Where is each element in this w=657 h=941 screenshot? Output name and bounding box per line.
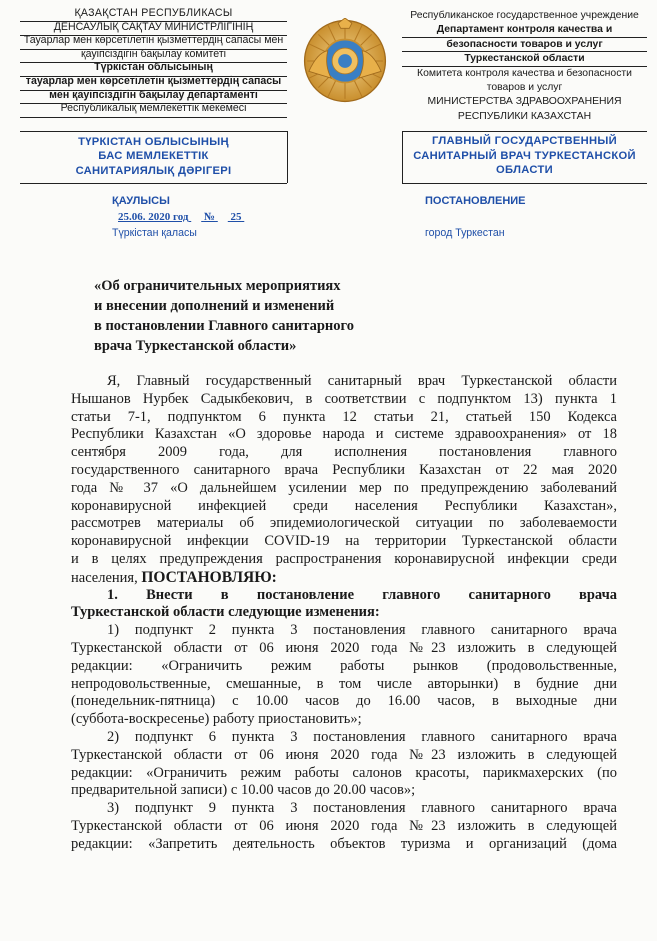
body-line: Республики Казахстан «О здоровье народа и системе здравоохранения» от 18 <box>71 426 617 443</box>
header-left-line: Түркістан облысының <box>94 61 213 74</box>
header-left-divider <box>20 131 287 132</box>
decree-date: 25.06. 2020 год <box>118 211 189 223</box>
header-left-underline <box>20 103 287 104</box>
header-right-divider <box>402 131 647 132</box>
body-line: статьи 7-1, подпунктом 6 пункта 12 статьи 21, статьей 150 Кодекса <box>71 408 617 425</box>
item-1-heading-cont: Туркестанской области следующие изменения: <box>71 604 380 621</box>
decree-number-sign: № <box>203 211 216 223</box>
left-box-border <box>287 131 288 183</box>
header-left-underline <box>20 90 287 91</box>
decree-date-row <box>118 211 258 223</box>
body-line: сентября 2009 года, для исполнения постановления главного <box>71 444 617 461</box>
decree-title-line: в постановлении Главного санитарного <box>94 318 354 334</box>
subitem-2-line: Туркестанской области от 06 июня 2020 года №23 изложить в следующей <box>71 746 617 763</box>
official-title-ru-line: САНИТАРНЫЙ ВРАЧ ТУРКЕСТАНСКОЙ <box>413 149 636 162</box>
body-line: Я, Главный государственный санитарный врач Туркестанской области <box>107 373 617 389</box>
item-1-heading: 1. Внести в постановление главного санитарного врача <box>107 586 617 603</box>
subitem-3-line: редакции: «Запретить деятельность объектов туризма и организаций (дома <box>71 835 617 852</box>
decree-label-kz: ҚАУЛЫСЫ <box>112 195 170 207</box>
official-title-kz-line: САНИТАРИЯЛЫҚ ДӘРІГЕРІ <box>75 164 232 177</box>
body-line: коронавирусной инфекцией среди населения Республики Казахстан», <box>71 497 617 514</box>
body-line: государственного санитарного врача Республики Казахстан от 22 мая 2020 <box>71 461 617 478</box>
body-line: и в целях предупреждения распространения коронавирусной инфекции среди <box>71 550 617 567</box>
header-right-line: безопасности товаров и услуг <box>446 38 603 50</box>
header-right-line: Комитета контроля качества и безопасности <box>417 67 632 79</box>
header-right-line: товаров и услуг <box>486 82 563 94</box>
decree-title-line: «Об ограничительных мероприятиях <box>94 278 341 294</box>
header-right-underline <box>402 37 647 38</box>
header-left-underline <box>20 76 287 77</box>
body-line: Нышанов Нурбек Садыкбекович, в соответствии с подпунктом 13) пункта 1 <box>71 390 617 407</box>
subitem-1-line: непродовольственные, смешанные, в том числе авторынки) в будние дни <box>71 675 617 692</box>
header-left-underline <box>20 117 287 118</box>
right-box-bottom <box>402 183 647 184</box>
city-ru: город Туркестан <box>425 227 505 239</box>
decree-title-line: и внесении дополнений и изменений <box>94 298 335 314</box>
resolve-keyword: ПОСТАНОВЛЯЮ: <box>141 568 277 586</box>
header-right-underline <box>402 66 647 67</box>
subitem-2-line: предварительной записи) с 10.00 часов до 20.00 часов»; <box>71 782 416 799</box>
official-title-ru-line: ГЛАВНЫЙ ГОСУДАРСТВЕННЫЙ <box>432 135 617 147</box>
header-right-line: Департамент контроля качества и <box>436 24 613 36</box>
official-title-kz-line: БАС МЕМЛЕКЕТТІК <box>98 150 209 163</box>
official-title-kz <box>20 135 287 178</box>
official-title-ru <box>402 134 647 178</box>
header-left-line: қауіпсіздігін бақылау комитеті <box>80 47 227 60</box>
header-left-line: Республикалық мемлекеттік мекемесі <box>60 102 247 115</box>
header-right-line: МИНИСТЕРСТВА ЗДРАВООХРАНЕНИЯ <box>427 96 622 108</box>
header-left-line: ҚАЗАҚСТАН РЕСПУБЛИКАСЫ <box>74 7 233 19</box>
header-left-underline <box>20 21 287 22</box>
header-left-underline <box>20 49 287 50</box>
header-left-line: ДЕНСАУЛЫҚ САҚТАУ МИНИСТРЛІГІНІҢ <box>53 20 254 33</box>
header-right-underline <box>402 51 647 52</box>
header-right-line: Туркестанской области <box>464 53 585 65</box>
subitem-2-line: 2) подпункт 6 пункта 3 постановления главного санитарного врача <box>107 728 617 745</box>
official-title-kz-line: ТҮРКІСТАН ОБЛЫСЫНЫҢ <box>78 136 229 148</box>
decree-title <box>94 276 354 356</box>
header-right-line: Республиканское государственное учреждение <box>410 10 639 21</box>
body-line: коронавирусной инфекции COVID-19 на территории Туркестанской области <box>71 533 617 550</box>
decree-label-ru: ПОСТАНОВЛЕНИЕ <box>425 195 526 207</box>
header-left-line: Тауарлар мен көрсетілетін қызметтердің сапасы мен <box>23 34 284 47</box>
body-line-prefix: населения, <box>71 569 142 586</box>
decree-number: 25 <box>230 211 242 223</box>
subitem-1-line: Туркестанской области от 06 июня 2020 года №23 изложить в следующей <box>71 639 617 656</box>
subitem-1-line: (понедельник-пятница) с 10.00 часов до 16.00 часов, в выходные дни <box>71 693 617 710</box>
official-title-ru-line: ОБЛАСТИ <box>496 164 553 177</box>
header-left-line: тауарлар мен көрсетілетін қызметтердің сапасы <box>25 74 282 87</box>
subitem-1-line: редакции: «Ограничить режим работы рынков (продовольственные, <box>71 657 617 674</box>
header-right-line: РЕСПУБЛИКИ КАЗАХСТАН <box>457 110 592 122</box>
left-box-bottom <box>20 183 287 184</box>
header-left-underline <box>20 62 287 63</box>
body-line: года № 37 «О дальнейшем усилении мер по предупреждению заболеваний <box>71 479 617 496</box>
subitem-2-line: редакции: «Ограничить режим работы салонов красоты, парикмахерских (по <box>71 764 617 781</box>
decree-title-line: врача Туркестанской области» <box>94 338 297 354</box>
decree-body <box>71 373 617 854</box>
body-line: рассмотрев материалы об эпидемиологической ситуации по заболеваемости <box>71 515 617 532</box>
body-line-resolve <box>71 569 617 587</box>
subitem-3-line: Туркестанской области от 06 июня 2020 года №23 изложить в следующей <box>71 817 617 834</box>
kazakhstan-state-emblem-icon <box>302 18 388 104</box>
subitem-1-line: (суббота-воскресенье) работу приостановить»; <box>71 711 362 728</box>
header-left-underline <box>20 35 287 36</box>
city-kz: Түркістан қаласы <box>112 227 197 239</box>
subitem-3-line: 3) подпункт 9 пункта 3 постановления главного санитарного врача <box>107 800 617 817</box>
header-left-line: мен қауіпсіздігін бақылау департаменті <box>49 88 258 101</box>
subitem-1-line: 1) подпункт 2 пункта 3 постановления главного санитарного врача <box>107 622 617 639</box>
